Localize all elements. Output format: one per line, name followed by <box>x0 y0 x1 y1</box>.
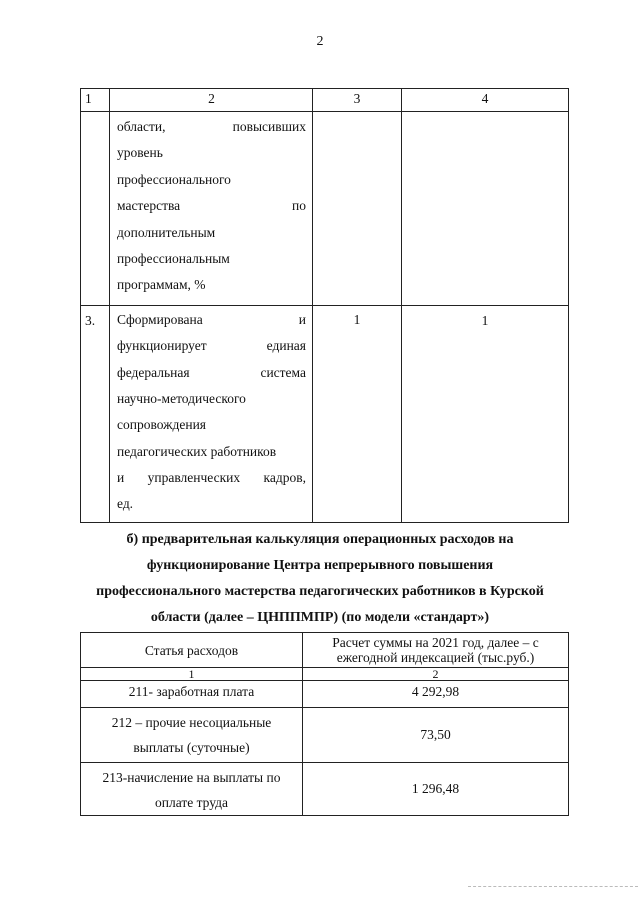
subtitle-line: б) предварительная калькуляция операционных расходов на <box>126 532 514 547</box>
text-word: педагогических работников <box>117 443 277 459</box>
subtitle-line: функционирование Центра непрерывного повышения <box>146 558 494 573</box>
text-word: федеральная <box>117 364 190 380</box>
text-word: повысивших <box>232 119 306 134</box>
text-line <box>117 307 306 333</box>
indicator-text <box>110 305 313 522</box>
section-subtitle <box>0 527 640 631</box>
text-word: единая <box>266 338 306 354</box>
text-word: дополнительным <box>117 224 216 240</box>
indicator-text <box>110 112 313 306</box>
column-number-row <box>81 668 569 681</box>
text-line <box>117 246 306 272</box>
text-word: уровень <box>117 145 163 161</box>
text-line <box>117 333 306 359</box>
header-cell: Расчет суммы на 2021 год, далее – с ежегодной индексацией (тыс.руб.) <box>303 633 569 668</box>
indicators-table <box>80 88 569 523</box>
expense-value: 4 292,98 <box>303 681 569 708</box>
table-row <box>81 305 569 522</box>
expense-item-line: 212 – прочие несоциальные <box>111 715 272 730</box>
value-cell: 1 <box>313 305 402 522</box>
table-row <box>81 763 569 816</box>
text-word: мастерства <box>117 198 181 214</box>
expense-value: 73,50 <box>303 708 569 763</box>
text-line <box>117 465 306 491</box>
expense-value: 1 296,48 <box>303 763 569 816</box>
text-line <box>117 360 306 386</box>
text-word: программам, % <box>117 277 206 293</box>
text-word: профессиональным <box>117 250 230 266</box>
scan-mark <box>468 886 638 891</box>
text-word: сопровождения <box>117 417 207 433</box>
table-row <box>81 708 569 763</box>
table-row <box>81 112 569 306</box>
column-number: 1 <box>81 668 303 681</box>
text-line <box>117 491 306 517</box>
expense-item-line: 211- заработная плата <box>128 684 255 699</box>
expenses-table <box>80 632 569 816</box>
subtitle-line: профессионального мастерства педагогических работников в Курской <box>96 584 544 599</box>
expense-item <box>81 681 303 708</box>
expense-item-line: выплаты (суточные) <box>133 740 250 755</box>
expense-item <box>81 708 303 763</box>
table-row <box>81 681 569 708</box>
header-cell: Статья расходов <box>81 633 303 668</box>
text-line <box>117 114 306 140</box>
text-word: научно-методического <box>117 390 246 406</box>
expense-item-line: оплате труда <box>154 795 229 810</box>
text-line <box>117 167 306 193</box>
value-cell <box>402 112 569 306</box>
header-cell: 4 <box>402 89 569 112</box>
text-line <box>117 193 306 219</box>
text-word: функционирует <box>117 338 207 354</box>
value-cell <box>313 112 402 306</box>
text-word: и <box>298 311 306 327</box>
table-header-row <box>81 633 569 668</box>
row-number <box>81 112 110 306</box>
text-line <box>117 272 306 298</box>
text-word: Сформирована <box>117 311 203 327</box>
text-line <box>117 220 306 246</box>
text-word: кадров, <box>263 470 306 486</box>
table-header-row <box>81 89 569 112</box>
text-line <box>117 386 306 412</box>
text-line <box>117 439 306 465</box>
text-line <box>117 140 306 166</box>
expense-item-line: 213-начисление на выплаты по <box>102 770 281 785</box>
expense-item <box>81 763 303 816</box>
text-word: ед. <box>117 496 134 512</box>
column-number: 2 <box>303 668 569 681</box>
text-line <box>117 412 306 438</box>
row-number: 3. <box>81 305 110 522</box>
header-cell: 1 <box>81 89 110 112</box>
text-word: профессионального <box>117 171 231 187</box>
text-word: управленческих <box>147 470 241 486</box>
text-word: и <box>117 470 125 486</box>
text-word: области, <box>117 119 166 134</box>
header-cell: 2 <box>110 89 313 112</box>
header-cell: 3 <box>313 89 402 112</box>
text-word: система <box>260 364 306 380</box>
value-cell: 1 <box>402 305 569 522</box>
subtitle-line: области (далее – ЦНППМПР) (по модели «стандарт») <box>150 610 490 625</box>
page-number: 2 <box>316 34 324 49</box>
text-word: по <box>292 198 306 214</box>
